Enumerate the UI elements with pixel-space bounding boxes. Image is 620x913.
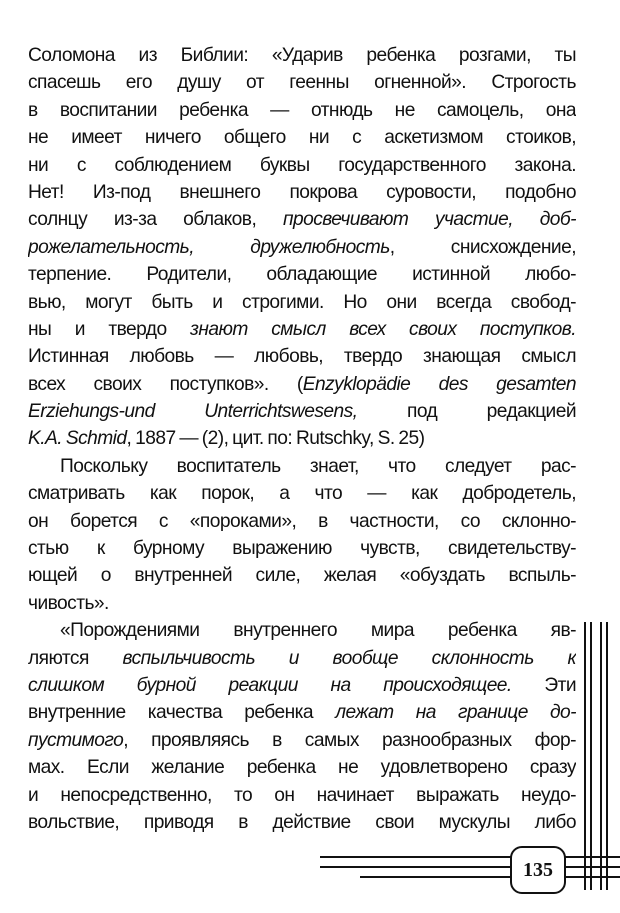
text-span: вольствие, приводя в действие свои мускулы либо: [28, 811, 576, 833]
text-span: всех своих поступков». (: [28, 373, 303, 395]
text-span: Поскольку воспитатель знает, что следует рас-: [60, 455, 576, 477]
text-line: [28, 754, 576, 781]
body-text: [28, 42, 576, 836]
text-line: [28, 69, 576, 96]
margin-rule-1: [584, 622, 586, 890]
text-span: под редакцией: [357, 401, 576, 423]
italic-text: просвечивают участие, доб-: [282, 209, 576, 231]
text-span: внутренние качества ребенка: [28, 702, 336, 724]
text-span: , 1887 — (2), цит. по: Rutschky, S. 25): [126, 428, 425, 450]
footer-rule-3: [360, 876, 620, 878]
text-span: ляются: [28, 647, 123, 669]
text-span: , проявляясь в самых разнообразных фор-: [123, 729, 576, 751]
italic-text: слишком бурной реакции на происходящее.: [28, 674, 512, 696]
text-span: Эти: [511, 674, 576, 696]
margin-rule-4: [606, 622, 608, 890]
text-line: [28, 234, 576, 261]
text-span: чивость».: [28, 592, 109, 614]
italic-text: знают смысл всех своих поступков.: [190, 318, 576, 340]
text-line: [28, 562, 576, 589]
book-page: [28, 0, 576, 913]
text-line: [28, 453, 576, 480]
text-line: [28, 371, 576, 398]
text-span: ны и твердо: [28, 318, 190, 340]
text-line: [28, 179, 576, 206]
footer-rule-2: [320, 866, 620, 868]
italic-text: рожелательность, дружелюбность: [28, 236, 390, 258]
italic-text: вспыльчивость и вообще склонность к: [122, 647, 576, 669]
footer-rule-1: [320, 856, 620, 858]
text-span: солнцу из-за облаков,: [28, 209, 283, 231]
text-line: [28, 289, 576, 316]
text-line: [28, 809, 576, 836]
text-line: [28, 343, 576, 370]
text-line: [28, 152, 576, 179]
text-span: сматривать как порок, а что — как добродетель,: [28, 483, 576, 505]
italic-text: Enzyklopädie des gesamten: [302, 373, 576, 395]
text-span: в воспитании ребенка — отнюдь не самоцель, она: [28, 99, 576, 121]
text-line: [28, 617, 576, 644]
text-span: Нет! Из-под внешнего покрова суровости, подобно: [28, 181, 576, 203]
italic-text: Erziehungs-und Unterrichtswesens,: [28, 401, 358, 423]
text-line: [28, 398, 576, 425]
text-span: стью к бурному выражению чувств, свидетельству-: [28, 538, 576, 560]
text-span: вью, могут быть и строгими. Но они всегда свобод-: [28, 291, 576, 313]
text-span: Соломона из Библии: «Ударив ребенка розгами, ты: [28, 45, 576, 66]
text-line: [28, 782, 576, 809]
text-span: Истинная любовь — любовь, твердо знающая смысл: [28, 346, 576, 368]
text-line: [28, 206, 576, 233]
page-number: 135: [510, 846, 566, 894]
italic-text: K.A. Schmid: [28, 428, 127, 450]
text-span: терпение. Родители, обладающие истинной любо-: [28, 264, 576, 286]
text-line: [28, 42, 576, 69]
margin-rule-3: [600, 622, 602, 890]
text-line: [28, 97, 576, 124]
text-line: [28, 645, 576, 672]
text-line: [28, 508, 576, 535]
text-span: он борется с «пороками», в частности, со склонно-: [28, 510, 576, 532]
italic-text: лежат на границе до-: [335, 702, 576, 724]
text-line: [28, 261, 576, 288]
text-span: ющей о внутренней силе, желая «обуздать вспыль-: [28, 565, 576, 587]
margin-rule-2: [590, 622, 592, 890]
text-line: [28, 590, 576, 617]
text-line: [28, 316, 576, 343]
text-line: [28, 425, 576, 452]
text-line: [28, 672, 576, 699]
text-span: и непосредственно, то он начинает выражать неудо-: [28, 784, 576, 806]
text-span: мах. Если желание ребенка не удовлетворено сразу: [28, 757, 576, 779]
text-span: спасешь его душу от геенны огненной». Строгость: [28, 72, 576, 94]
text-line: [28, 535, 576, 562]
text-span: «Порождениями внутреннего мира ребенка яв-: [60, 620, 576, 642]
italic-text: пустимого: [28, 729, 124, 751]
text-line: [28, 480, 576, 507]
text-line: [28, 727, 576, 754]
text-line: [28, 699, 576, 726]
text-span: ни с соблюдением буквы государственного закона.: [28, 154, 576, 176]
text-line: [28, 124, 576, 151]
text-span: не имеет ничего общего ни с аскетизмом стоиков,: [28, 127, 576, 149]
text-span: , снисхождение,: [389, 236, 576, 258]
